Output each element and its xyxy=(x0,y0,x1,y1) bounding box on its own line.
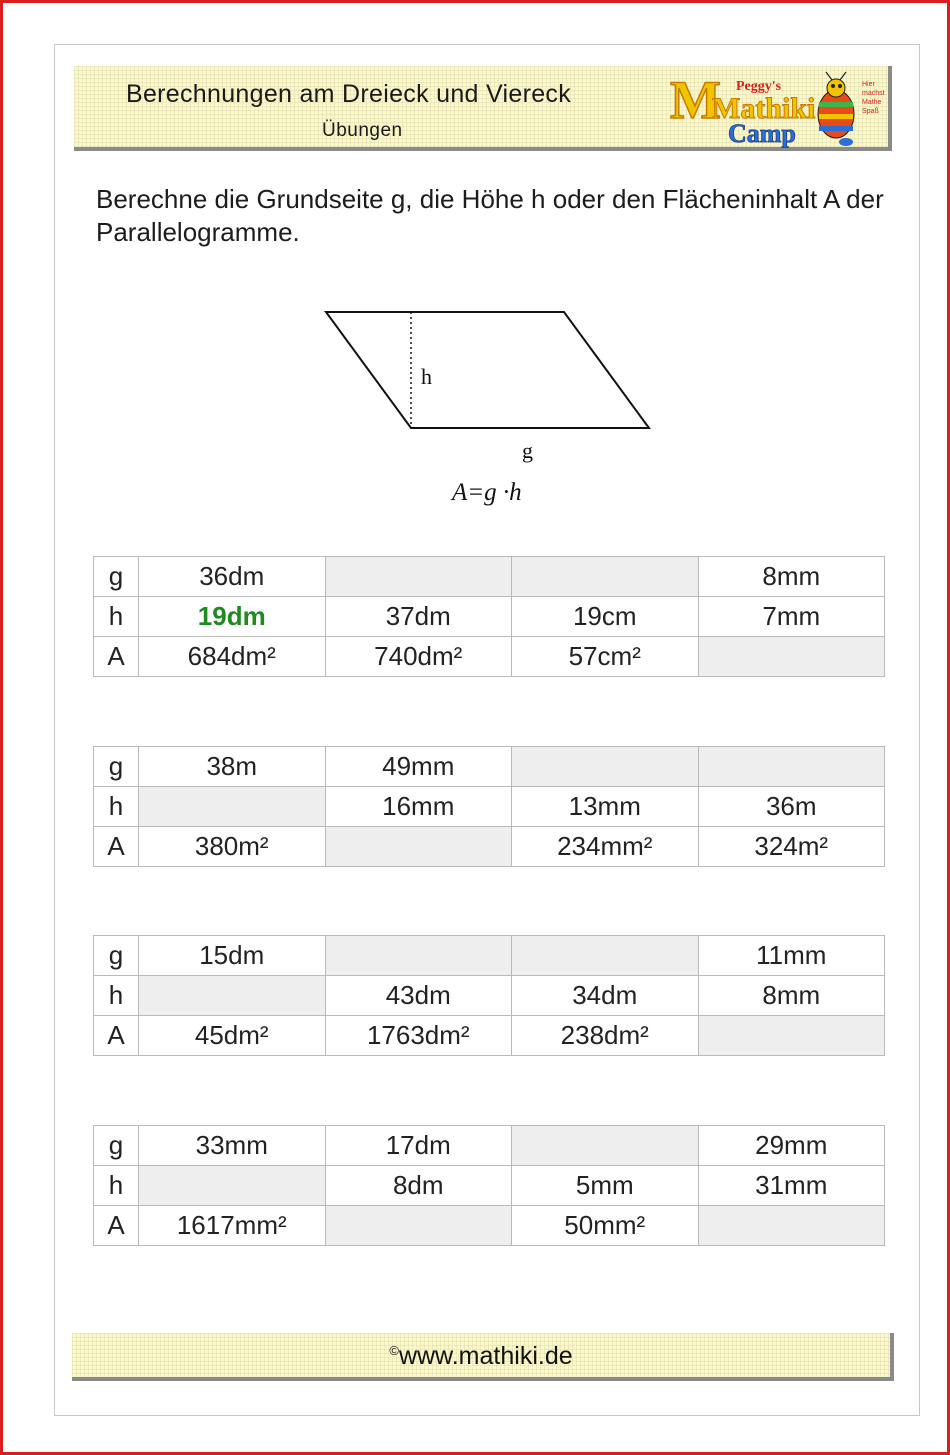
table-row xyxy=(94,637,885,677)
value-cell: 36m xyxy=(698,787,885,827)
answer-blank-cell[interactable] xyxy=(512,557,699,597)
exercise-table-3 xyxy=(93,935,885,1056)
row-label: g xyxy=(94,747,139,787)
answer-blank-cell[interactable] xyxy=(698,1016,885,1056)
value-cell: 49mm xyxy=(325,747,512,787)
footer-url xyxy=(72,1342,890,1371)
value-cell: 29mm xyxy=(698,1126,885,1166)
logo-graphic xyxy=(666,68,888,148)
value-cell: 324m² xyxy=(698,827,885,867)
row-label: h xyxy=(94,787,139,827)
footer-band xyxy=(72,1333,894,1381)
logo-tagline-1: Hier xyxy=(862,81,875,88)
answer-blank-cell[interactable] xyxy=(325,1206,512,1246)
row-label: h xyxy=(94,976,139,1016)
value-cell: 15dm xyxy=(139,936,326,976)
mathiki-logo xyxy=(666,68,888,148)
value-cell: 33mm xyxy=(139,1126,326,1166)
value-cell: 43dm xyxy=(325,976,512,1016)
table-row xyxy=(94,787,885,827)
row-label: A xyxy=(94,1016,139,1056)
page-subtitle: Übungen xyxy=(322,120,403,141)
table-row xyxy=(94,1016,885,1056)
table-row xyxy=(94,597,885,637)
answer-blank-cell[interactable] xyxy=(698,637,885,677)
answer-blank-cell[interactable] xyxy=(325,827,512,867)
answer-blank-cell[interactable] xyxy=(512,747,699,787)
logo-text-main: Mathiki xyxy=(712,92,816,125)
value-cell: 17dm xyxy=(325,1126,512,1166)
row-label: h xyxy=(94,1166,139,1206)
value-cell: 234mm² xyxy=(512,827,699,867)
value-cell: 31mm xyxy=(698,1166,885,1206)
answer-blank-cell[interactable] xyxy=(139,1166,326,1206)
parallelogram-diagram xyxy=(300,300,680,515)
svg-text:M: M xyxy=(670,70,721,130)
value-cell: 13mm xyxy=(512,787,699,827)
answer-blank-cell[interactable] xyxy=(325,557,512,597)
row-label: h xyxy=(94,597,139,637)
value-cell: 45dm² xyxy=(139,1016,326,1056)
exercise-table-4 xyxy=(93,1125,885,1246)
answer-blank-cell[interactable] xyxy=(512,1126,699,1166)
table-row xyxy=(94,1126,885,1166)
parallelogram-figure xyxy=(300,300,680,515)
table-row xyxy=(94,827,885,867)
exercise-table-2 xyxy=(93,746,885,867)
answer-blank-cell[interactable] xyxy=(512,936,699,976)
area-formula: A=g ·h xyxy=(452,479,522,506)
parallelogram-shape xyxy=(326,312,649,428)
logo-text-bottom: Camp xyxy=(728,119,796,148)
value-cell: 8mm xyxy=(698,557,885,597)
answer-blank-cell[interactable] xyxy=(139,976,326,1016)
answer-blank-cell[interactable] xyxy=(698,1206,885,1246)
table-row xyxy=(94,747,885,787)
logo-tagline-4: Spaß xyxy=(862,108,879,115)
header-band xyxy=(74,66,892,151)
table-row xyxy=(94,976,885,1016)
value-cell: 36dm xyxy=(139,557,326,597)
value-cell: 8dm xyxy=(325,1166,512,1206)
value-cell: 380m² xyxy=(139,827,326,867)
value-cell: 1617mm² xyxy=(139,1206,326,1246)
row-label: g xyxy=(94,936,139,976)
value-cell: 684dm² xyxy=(139,637,326,677)
value-cell: 11mm xyxy=(698,936,885,976)
answer-blank-cell[interactable] xyxy=(139,787,326,827)
logo-text-top: Peggy's xyxy=(736,79,782,94)
row-label: A xyxy=(94,827,139,867)
website-link[interactable]: www.mathiki.de xyxy=(398,1342,573,1370)
table-row xyxy=(94,1166,885,1206)
page-title: Berechnungen am Dreieck und Viereck xyxy=(126,80,572,108)
table-row xyxy=(94,936,885,976)
answer-blank-cell[interactable] xyxy=(325,936,512,976)
answer-blank-cell[interactable] xyxy=(698,747,885,787)
value-cell: 1763dm² xyxy=(325,1016,512,1056)
value-cell: 740dm² xyxy=(325,637,512,677)
logo-tagline-2: machst xyxy=(862,90,885,97)
value-cell: 19cm xyxy=(512,597,699,637)
value-cell: 19dm xyxy=(139,597,326,637)
height-label: h xyxy=(421,364,432,389)
value-cell: 5mm xyxy=(512,1166,699,1206)
row-label: g xyxy=(94,1126,139,1166)
table-row xyxy=(94,1206,885,1246)
base-label: g xyxy=(522,438,533,463)
row-label: g xyxy=(94,557,139,597)
value-cell: 38m xyxy=(139,747,326,787)
value-cell: 57cm² xyxy=(512,637,699,677)
ladybug-mascot-icon xyxy=(818,72,854,146)
copyright-symbol: © xyxy=(389,1343,399,1358)
value-cell: 8mm xyxy=(698,976,885,1016)
logo-tagline-3: Mathe xyxy=(862,99,882,106)
value-cell: 16mm xyxy=(325,787,512,827)
exercise-table-1 xyxy=(93,556,885,677)
value-cell: 34dm xyxy=(512,976,699,1016)
row-label: A xyxy=(94,637,139,677)
value-cell: 7mm xyxy=(698,597,885,637)
value-cell: 238dm² xyxy=(512,1016,699,1056)
value-cell: 37dm xyxy=(325,597,512,637)
table-row xyxy=(94,557,885,597)
value-cell: 50mm² xyxy=(512,1206,699,1246)
instruction-text: Berechne die Grundseite g, die Höhe h oder den Flächeninhalt A der Parallelogramme. xyxy=(96,184,884,247)
row-label: A xyxy=(94,1206,139,1246)
